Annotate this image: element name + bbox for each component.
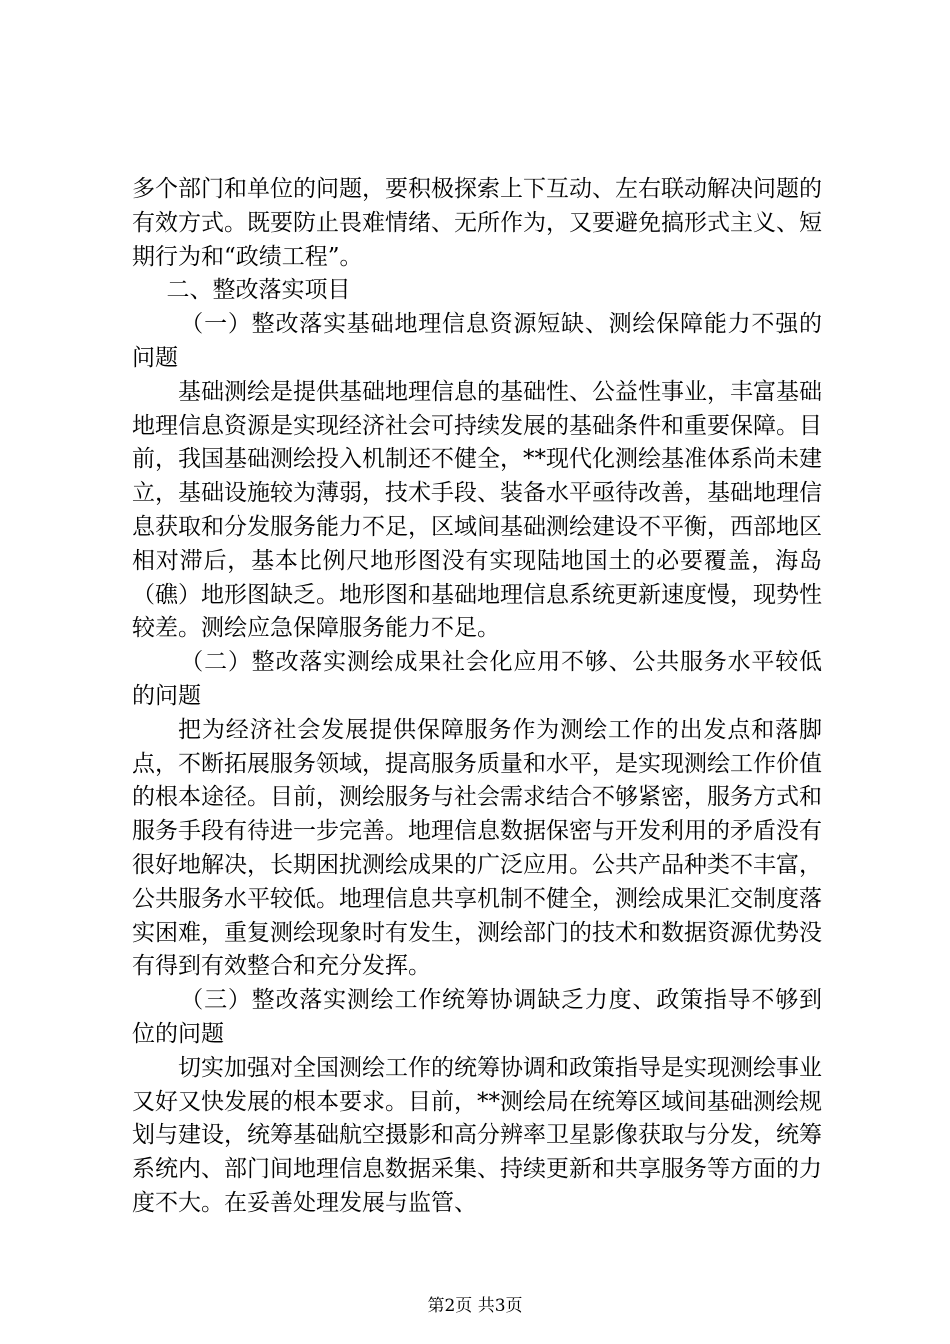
section-heading: 二、整改落实项目 bbox=[166, 277, 351, 304]
paragraph-1: 基础测绘是提供基础地理信息的基础性、公益性事业，丰富基础地理信息资源是实现经济社会可持续发展的基础条件和重要保障。目前，我国基础测绘投入机制还不健全，**现代化测绘基准体系尚未建立，基础设施较为薄弱，技术手段、装备水平亟待改善，基础地理信息获取和分发服务能力不足，区域间基础测绘建设不平衡，西部地区相对滞后，基本比例尺地形图没有实现陆地国土的必要覆盖，海岛（礁）地形图缺乏。地形图和基础地理信息系统更新速度慢，现势性较差。测绘应急保障服务能力不足。 bbox=[132, 378, 822, 642]
subsection-heading-3: （三）整改落实测绘工作统筹协调缺乏力度、政策指导不够到位的问题 bbox=[132, 987, 822, 1047]
document-body bbox=[132, 173, 822, 1221]
paragraph-continuation: 多个部门和单位的问题，要积极探索上下互动、左右联动解决问题的有效方式。既要防止畏难情绪、无所作为，又要避免搞形式主义、短期行为和“政绩工程”。 bbox=[132, 176, 822, 270]
paragraph-2: 把为经济社会发展提供保障服务作为测绘工作的出发点和落脚点，不断拓展服务领域，提高服务质量和水平，是实现测绘工作价值的根本途径。目前，测绘服务与社会需求结合不够紧密，服务方式和服务手段有待进一步完善。地理信息数据保密与开发利用的矛盾没有很好地解决，长期困扰测绘成果的广泛应用。公共产品种类不丰富，公共服务水平较低。地理信息共享机制不健全，测绘成果汇交制度落实困难，重复测绘现象时有发生，测绘部门的技术和数据资源优势没有得到有效整合和充分发挥。 bbox=[132, 716, 822, 980]
page-footer: 第2页 共3页 bbox=[427, 1296, 523, 1316]
subsection-heading-1: （一）整改落实基础地理信息资源短缺、测绘保障能力不强的问题 bbox=[132, 311, 822, 371]
subsection-heading-2: （二）整改落实测绘成果社会化应用不够、公共服务水平较低的问题 bbox=[132, 649, 822, 709]
paragraph-3: 切实加强对全国测绘工作的统筹协调和政策指导是实现测绘事业又好又快发展的根本要求。目前，**测绘局在统筹区域间基础测绘规划与建设，统筹基础航空摄影和高分辨率卫星影像获取与分发，统筹系统内、部门间地理信息数据采集、持续更新和共享服务等方面的力度不大。在妥善处理发展与监管、 bbox=[132, 1054, 822, 1216]
